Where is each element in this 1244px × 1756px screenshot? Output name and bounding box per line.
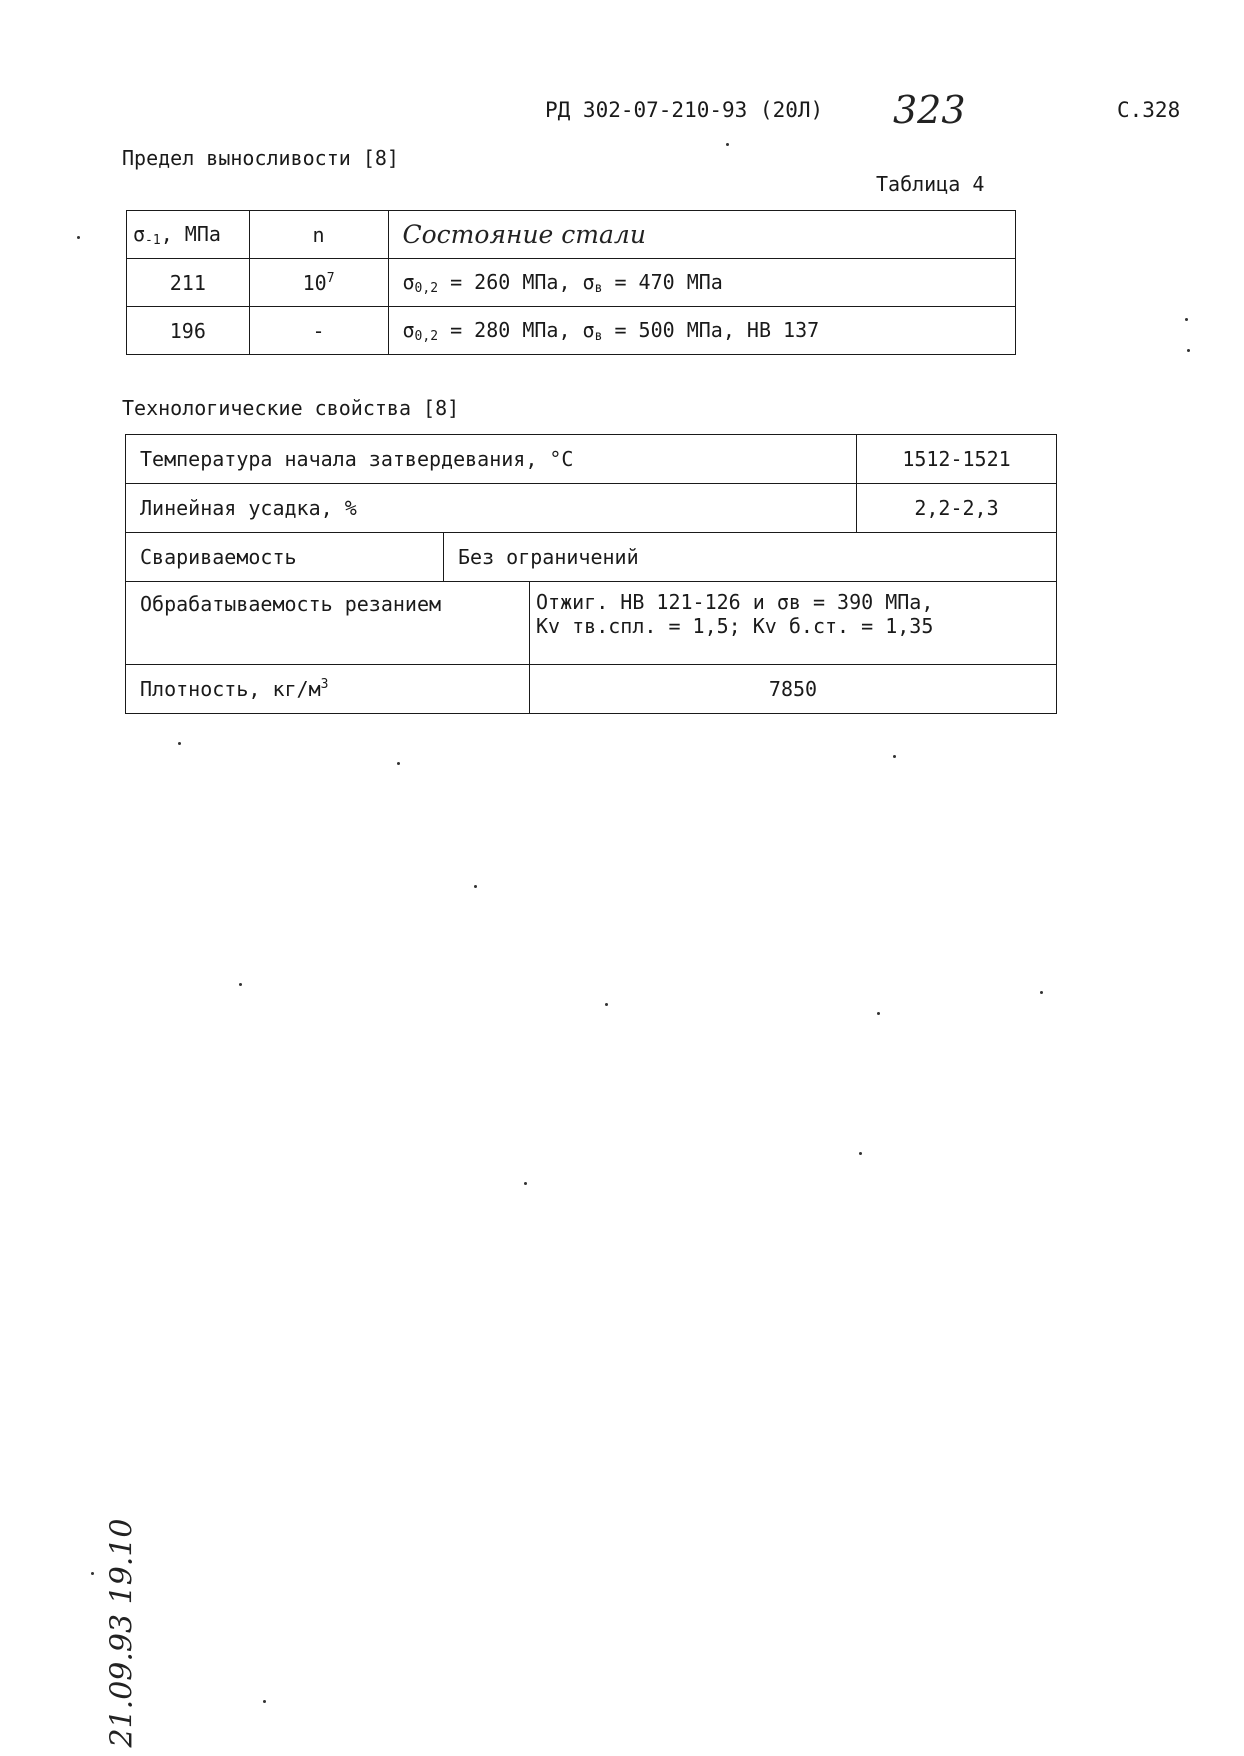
page-number: С.328 — [1117, 98, 1181, 122]
column-header-sigma: $\sigma_{-1}$, МПа — [127, 211, 250, 259]
scan-speck — [1187, 349, 1190, 352]
technological-title: Технологические свойства [8] — [122, 396, 460, 420]
property-value: 2,2-2,3 — [857, 484, 1057, 533]
table-header-row — [127, 211, 1016, 259]
property-label: Температура начала затвердевания, °С — [126, 435, 857, 484]
sigma-cell: 211 — [127, 259, 250, 307]
property-value: 1512-1521 — [857, 435, 1057, 484]
scan-speck — [91, 1572, 94, 1575]
value-line: Отжиг. НВ 121-126 и σв = 390 МПа, — [536, 590, 934, 614]
table-row — [126, 582, 1057, 665]
endurance-table — [126, 210, 1016, 355]
scan-speck — [178, 742, 181, 745]
scan-speck — [726, 143, 729, 146]
scan-speck — [239, 983, 242, 986]
sigma-cell: 196 — [127, 307, 250, 355]
scan-speck — [77, 236, 80, 239]
n-cell: $10^7$ — [249, 259, 388, 307]
column-header-state: Состояние стали — [388, 211, 1016, 259]
property-value: Без ограничений — [444, 533, 1057, 582]
table-label: Таблица 4 — [876, 172, 985, 196]
scan-speck — [1040, 991, 1043, 994]
endurance-title: Предел выносливости [8] — [122, 146, 399, 170]
property-label: Свариваемость — [126, 533, 444, 582]
handwritten-margin-note: 21.09.93 19.10 — [104, 1518, 140, 1748]
scan-speck — [877, 1012, 880, 1015]
technological-table — [125, 434, 1057, 714]
value-line: Kv тв.спл. = 1,5; Kv б.ст. = 1,35 — [536, 614, 934, 638]
property-value: 7850 — [530, 665, 1057, 714]
column-header-n: n — [249, 211, 388, 259]
scan-speck — [605, 1003, 608, 1006]
table-row — [127, 259, 1016, 307]
n-cell: - — [249, 307, 388, 355]
scan-speck — [263, 1700, 266, 1703]
property-label: Плотность, $кг/м^3$ — [126, 665, 530, 714]
handwritten-page-number: 323 — [893, 88, 966, 132]
scan-speck — [474, 885, 477, 888]
scan-speck — [1185, 318, 1188, 321]
property-label: Обрабатываемость резанием — [126, 582, 530, 665]
document-code: РД 302-07-210-93 (20Л) — [545, 98, 824, 122]
state-cell: $\sigma_{0,2} = 280$ МПа, $\sigma_в = 500$ МПа, НВ 137 — [388, 307, 1016, 355]
table-row — [126, 484, 1057, 533]
table-row — [127, 307, 1016, 355]
property-value — [530, 582, 1057, 665]
table-row — [126, 435, 1057, 484]
table-row — [126, 665, 1057, 714]
property-label: Линейная усадка, % — [126, 484, 857, 533]
scan-speck — [859, 1152, 862, 1155]
scan-speck — [893, 755, 896, 758]
scan-speck — [397, 762, 400, 765]
table-row — [126, 533, 1057, 582]
scan-speck — [524, 1182, 527, 1185]
state-cell: $\sigma_{0,2} = 260$ МПа, $\sigma_в = 470$ МПа — [388, 259, 1016, 307]
